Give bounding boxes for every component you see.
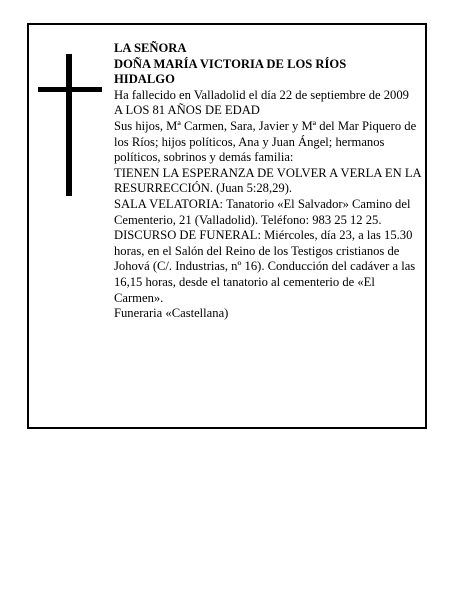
family-line: Sus hijos, Mª Carmen, Sara, Javier y Mª del Mar Piquero de los Ríos; hijos políticos, Ana y Juan Ángel; hermanos políticos, sobrinos y demás familia:	[114, 118, 417, 165]
notice-text	[114, 41, 424, 322]
wake-info: SALA VELATORIA: Tanatorio «El Salvador» Camino del Cementerio, 21 (Valladolid). Teléfono: 983 25 12 25.	[114, 196, 411, 227]
deceased-name-line2: HIDALGO	[114, 72, 175, 87]
deceased-name-line1: DOÑA MARÍA VICTORIA DE LOS RÍOS	[114, 56, 347, 71]
funeral-info: DISCURSO DE FUNERAL: Miércoles, día 23, a las 15.30 horas, en el Salón del Reino de los Testigos cristianos de Johová (C/. Industrias, nº 16). Conducción del cadáver a las 16,15 horas, desde el tanatorio al cementerio de «El Carmen».	[114, 228, 416, 305]
cross-vertical-bar	[66, 54, 72, 196]
notice-title: LA SEÑORA	[114, 41, 187, 55]
hope-line: TIENEN LA ESPERANZA DE VOLVER A VERLA EN LA RESURRECCIÓN. (Juan 5:28,29).	[114, 165, 421, 196]
cross-icon	[38, 54, 102, 196]
death-info: Ha fallecido en Valladolid el día 22 de septiembre de 2009	[114, 87, 409, 102]
cross-horizontal-bar	[38, 87, 102, 92]
age-line: A LOS 81 AÑOS DE EDAD	[114, 103, 260, 118]
funeral-home: Funeraria «Castellana)	[114, 306, 229, 321]
